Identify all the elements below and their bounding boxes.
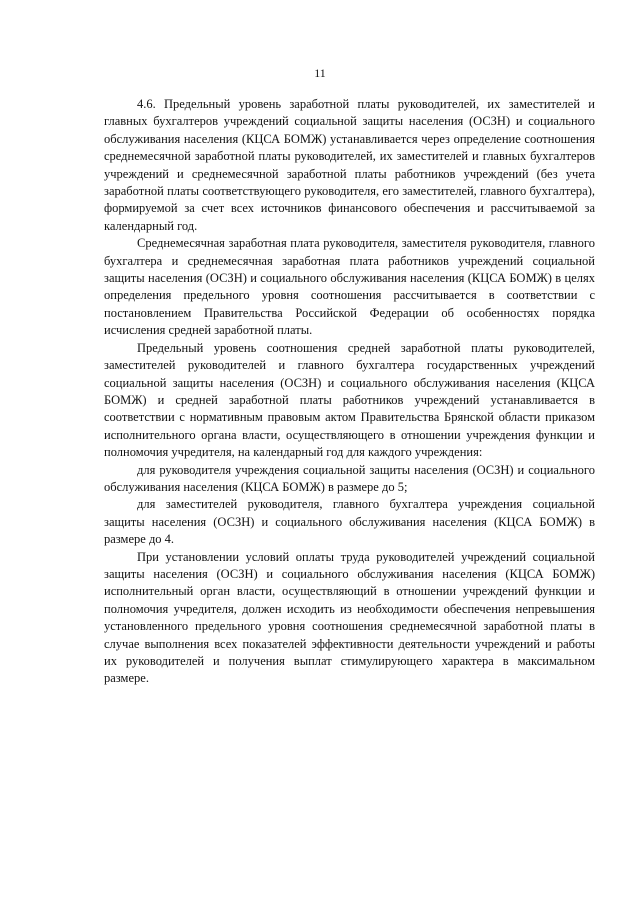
paragraph-4-6-salary-limit: 4.6. Предельный уровень заработной платы руководителей, их заместителей и главных бухгалтеров учреждений социальной защиты населения (ОСЗН) и социального обслуживания населения (КЦСА БОМЖ) устанавливается через определение соотношения среднемесячной заработной платы руководителей, их заместителей и главных бухгалтеров учреждений и среднемесячной заработной платы работников учреждений (без учета заработной платы соответствующего руководителя, его заместителей, главного бухгалтера), формируемой за счет всех источников финансового обеспечения и рассчитываемой за календарный год. — [104, 97, 595, 233]
paragraph-deputies-ratio: для заместителей руководителя, главного бухгалтера учреждения социальной защиты населения (ОСЗН) и социального обслуживания населения (КЦСА БОМЖ) в размере до 4. — [104, 497, 595, 547]
paragraph-director-ratio: для руководителя учреждения социальной защиты населения (ОСЗН) и социального обслуживания населения (КЦСА БОМЖ) в размере до 5; — [104, 462, 595, 494]
paragraph-ratio-limit-establishment: Предельный уровень соотношения средней заработной платы руководителей, заместителей руководителей и главного бухгалтера государственных учреждений социальной защиты населения (ОСЗН) и социального обслуживания населения (КЦСА БОМЖ) и средней заработной платы работников учреждений устанавливается в соответствии с нормативным правовым актом Правительства Брянской области приказом исполнительного органа власти, осуществляющего в отношении учреждения функции и полномочия учредителя, на календарный год для каждого учреждения: — [104, 340, 595, 460]
paragraph-average-salary-calculation: Среднемесячная заработная плата руководителя, заместителя руководителя, главного бухгалтера и среднемесячная заработная плата работников учреждений социальной защиты населения (ОСЗН) и социального обслуживания населения (КЦСА БОМЖ) в целях определения предельного уровня соотношения рассчитывается в соответствии с постановлением Правительства Российской Федерации об особенностях порядка исчисления средней заработной платы. — [104, 236, 595, 338]
paragraph-labor-conditions: При установлении условий оплаты труда руководителей учреждений социальной защиты населения (ОСЗН) и социального обслуживания населения (КЦСА БОМЖ) исполнительный орган власти, осуществляющий в отношении учреждений функции и полномочия учредителя, должен исходить из необходимости обеспечения непревышения установленного предельного уровня соотношения среднемесячной заработной платы в случае выполнения всех показателей эффективности деятельности учреждений и работы их руководителей и получения выплат стимулирующего характера в максимальном размере. — [104, 549, 595, 686]
page-number: 11 — [314, 66, 326, 80]
document-body — [104, 96, 595, 688]
